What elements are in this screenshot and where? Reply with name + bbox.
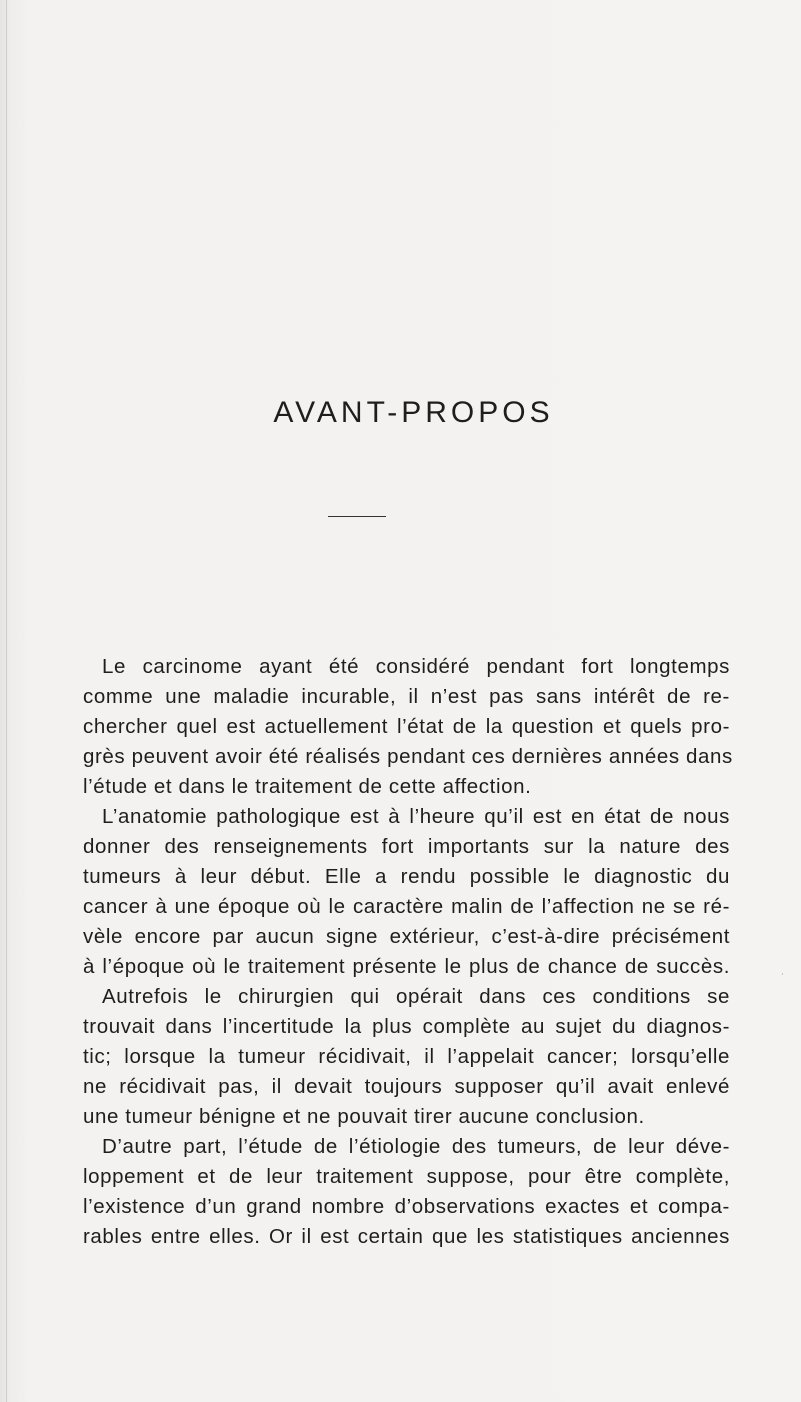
text-line: L’anatomie pathologique est à l’heure qu’il est en état de nous	[102, 805, 730, 828]
text-line: Autrefois le chirurgien qui opérait dans ces conditions se	[102, 985, 730, 1008]
text-line: l’étude et dans le traitement de cette affection.	[83, 775, 532, 798]
text-line: tic; lorsque la tumeur récidivait, il l’appelait cancer; lorsqu’elle	[83, 1045, 730, 1068]
text-line: ne récidivait pas, il devait toujours supposer qu’il avait enlevé	[83, 1075, 730, 1098]
text-line: chercher quel est actuellement l’état de la question et quels pro-	[83, 715, 730, 738]
text-line: l’existence d’un grand nombre d’observations exactes et compa-	[83, 1195, 730, 1218]
page-gutter-edge	[6, 0, 7, 1402]
body-text	[83, 652, 733, 1252]
text-line: D’autre part, l’étude de l’étiologie des tumeurs, de leur déve-	[102, 1135, 730, 1158]
text-line: à l’époque où le traitement présente le plus de chance de succès.	[83, 955, 730, 978]
text-line: grès peuvent avoir été réalisés pendant ces dernières années dans	[83, 745, 733, 768]
text-line: rables entre elles. Or il est certain que les statistiques anciennes	[83, 1225, 730, 1248]
text-line: vèle encore par aucun signe extérieur, c’est-à-dire précisément	[83, 925, 730, 948]
text-line: comme une maladie incurable, il n’est pas sans intérêt de re-	[83, 685, 730, 708]
text-line: loppement et de leur traitement suppose, pour être complète,	[83, 1165, 730, 1188]
text-line: donner des renseignements fort importants sur la nature des	[83, 835, 730, 858]
text-line: trouvait dans l’incertitude la plus complète au sujet du diagnos-	[83, 1015, 730, 1038]
paper-blemish-mark: ·	[781, 970, 784, 980]
page-title: AVANT-PROPOS	[273, 396, 554, 429]
text-line: cancer à une époque où le caractère malin de l’affection ne se ré-	[83, 895, 730, 918]
text-line: une tumeur bénigne et ne pouvait tirer aucune conclusion.	[83, 1105, 645, 1128]
text-line: Le carcinome ayant été considéré pendant fort longtemps	[102, 655, 730, 678]
text-line: tumeurs à leur début. Elle a rendu possible le diagnostic du	[83, 865, 730, 888]
title-divider	[328, 516, 386, 517]
